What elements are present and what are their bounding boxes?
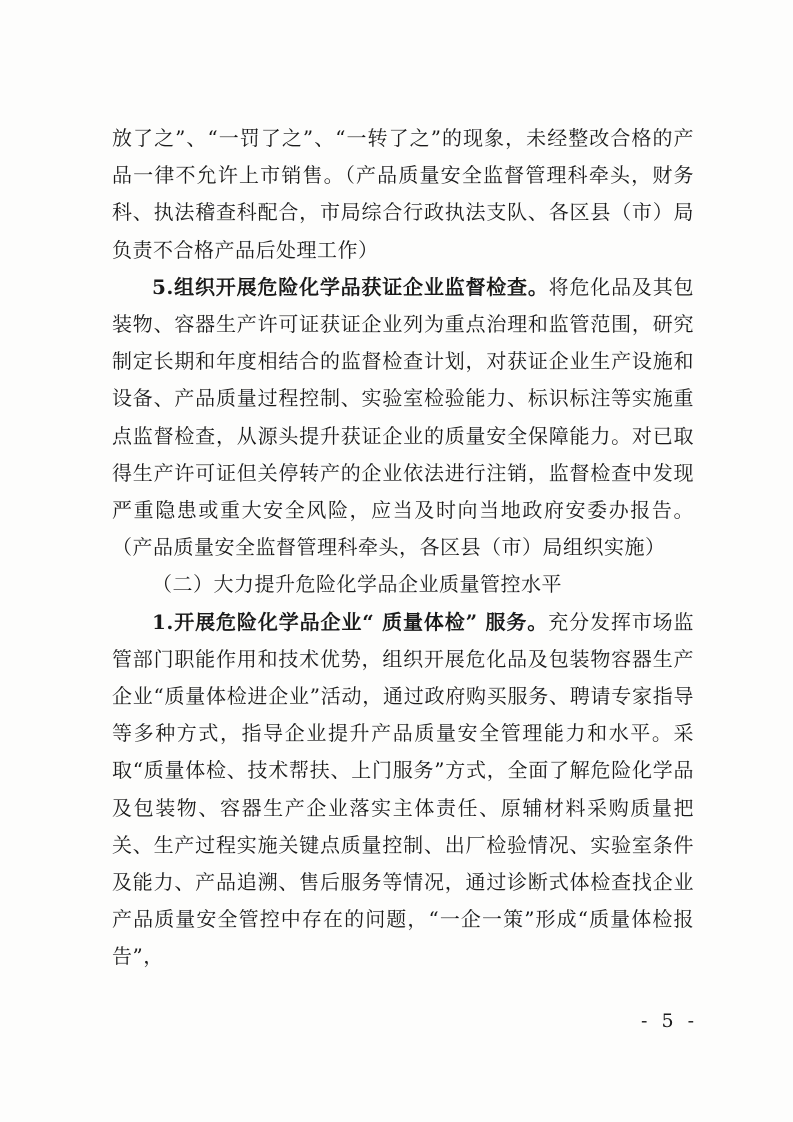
item-heading-bold: 1.开展危险化学品企业“ 质量体检” 服务。	[152, 609, 549, 634]
paragraph-item-5	[112, 269, 694, 567]
paragraph-text: 充分发挥市场监管部门职能作用和技术优势，组织开展危化品及包装物容器生产企业“质量体检进企业”活动，通过政府购买服务、聘请专家指导等多种方式，指导企业提升产品质量安全管理能力和水平。采取“质量体检、技术帮扶、上门服务”方式，全面了解危险化学品及包装物、容器生产企业落实主体责任、原辅材料采购质量把关、生产过程实施关键点质量控制、出厂检验情况、实验室条件及能力、产品追溯、售后服务等情况，通过诊断式体检查找企业产品质量安全管控中存在的问题，“一企一策”形成“质量体检报告”，	[112, 609, 695, 969]
section-heading	[112, 566, 694, 603]
document-body	[112, 120, 694, 976]
page-number: - 5 -	[640, 1010, 698, 1032]
paragraph-continuation	[112, 120, 694, 269]
item-heading-bold: 5.组织开展危险化学品获证企业监督检查。	[152, 274, 549, 299]
section-heading-text: （二）大力提升危险化学品企业质量管控水平	[152, 572, 562, 597]
paragraph-item-1	[112, 604, 694, 976]
paragraph-text: 放了之”、“一罚了之”、“一转了之”的现象，未经整改合格的产品一律不允许上市销售。（产品质量安全监督管理科牵头，财务科、执法稽查科配合，市局综合行政执法支队、各区县（市）局负责不合格产品后处理工作）	[112, 126, 694, 262]
paragraph-text: 将危化品及其包装物、容器生产许可证获证企业列为重点治理和监管范围，研究制定长期和年度相结合的监督检查计划，对获证企业生产设施和设备、产品质量过程控制、实验室检验能力、标识标注等实施重点监督检查，从源头提升获证企业的质量安全保障能力。对已取得生产许可证但关停转产的企业依法进行注销，监督检查中发现严重隐患或重大安全风险，应当及时向当地政府安委办报告。（产品质量安全监督管理科牵头，各区县（市）局组织实施）	[112, 274, 694, 560]
